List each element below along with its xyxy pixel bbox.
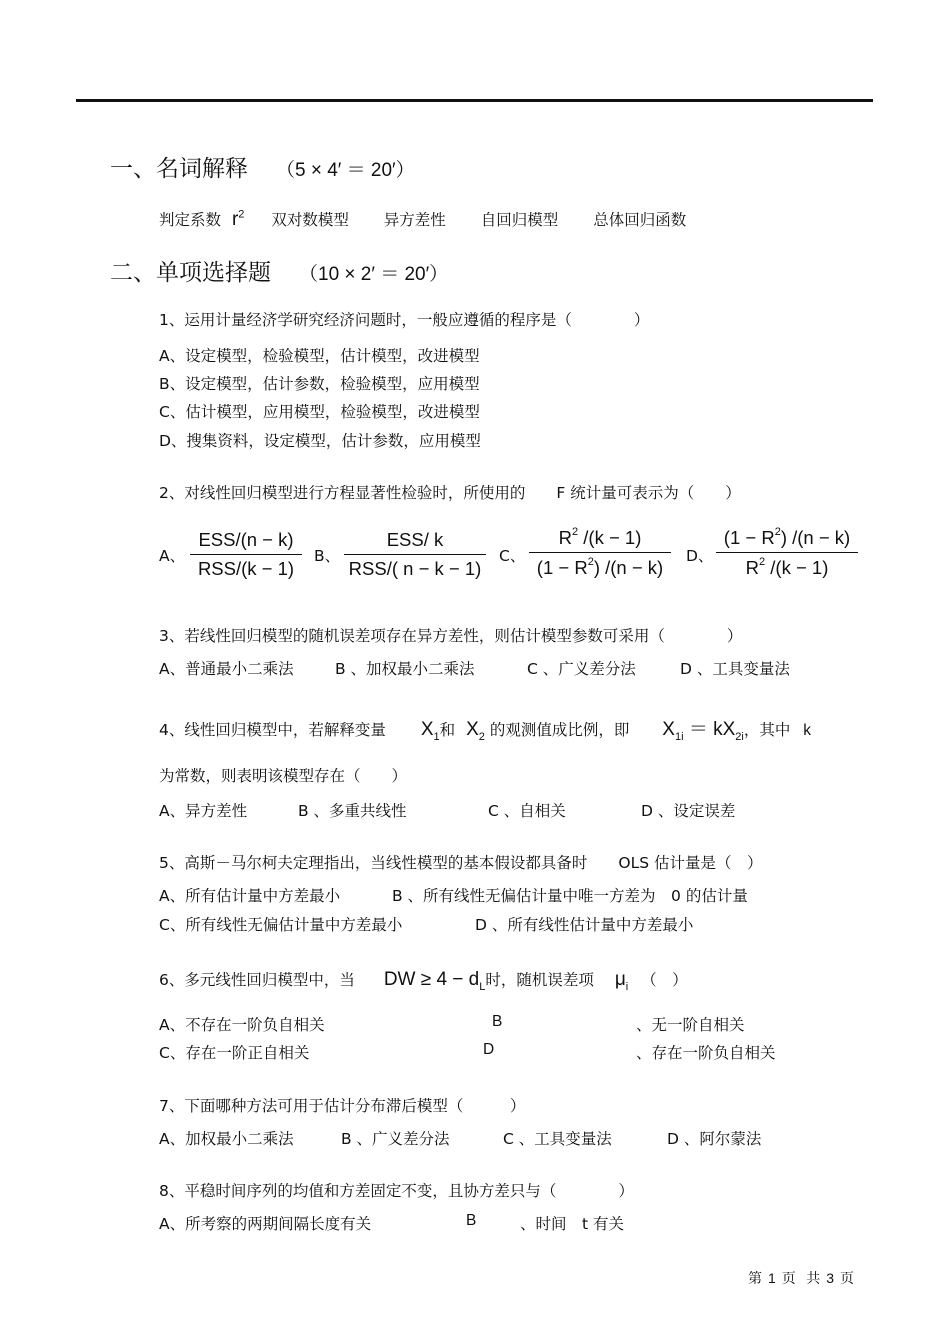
q2-d-denominator: $R^2$ /(k − 1) [745, 556, 829, 578]
term-prefix: 判定系数 [159, 211, 222, 229]
q2-fraction-a [190, 529, 302, 580]
q2-c-denominator: $(1 - R^2)$ /(n − k) [536, 556, 664, 578]
q2-fraction-c [529, 526, 671, 579]
q5-stem: 5、高斯－马尔柯夫定理指出，当线性模型的基本假设都具备时 OLS 估计量是（ ） [159, 854, 763, 872]
q4-stem: 4、线性回归模型中，若解释变量 $X_1$和 $X_2$ 的观测值成比例，即 $X_{1i} = kX_{2i}$，其中 k [159, 719, 812, 743]
q4-x1: $X_1$ [420, 719, 440, 743]
q4-equation: $X_{1i} = kX_{2i}$ [662, 719, 744, 743]
q5-option-d: D 、所有线性估计量中方差最小 [475, 916, 694, 934]
q1-stem: 1、运用计量经济学研究经济问题时，一般应遵循的程序是（ ） [159, 311, 650, 329]
term-3: 自回归模型 [480, 211, 559, 229]
q2-b-denominator: RSS/( n − k − 1) [348, 558, 482, 579]
q2-label-c: C、 [499, 547, 526, 565]
terms-line [159, 208, 686, 231]
q6-option-d: 、存在一阶负自相关 [636, 1044, 776, 1062]
q7-option-b: B 、广义差分法 [341, 1130, 450, 1148]
q2-d-numerator: $(1 - R^2)$ /(n − k) [716, 526, 858, 553]
header-rule [76, 99, 873, 102]
q2-c-numerator: $R^2$ /(k − 1) [529, 526, 671, 553]
page-number: 1 [768, 1270, 776, 1286]
term-r: $r^2$ [231, 208, 245, 230]
q6-option-b-letter: B [492, 1013, 503, 1030]
q1-option-d: D、搜集资料，设定模型，估计参数，应用模型 [159, 432, 481, 450]
term-4: 总体回归函数 [593, 211, 687, 229]
q2-b-numerator: ESS/ k [344, 529, 486, 555]
q2-label-b: B、 [314, 547, 341, 565]
q2-fraction-b [344, 529, 486, 580]
q7-option-a: A、加权最小二乘法 [159, 1130, 294, 1148]
q2-label-a: A、 [159, 547, 186, 565]
q4-stem-line2: 为常数，则表明该模型存在（ ） [159, 767, 408, 785]
q3-stem: 3、若线性回归模型的随机误差项存在异方差性，则估计模型参数可采用（ ） [159, 627, 743, 645]
q3-option-d: D 、工具变量法 [680, 660, 790, 678]
q4-option-b: B 、多重共线性 [298, 802, 407, 820]
page-footer: 第 1 页 共 3 页 [748, 1270, 855, 1287]
q5-option-a: A、所有估计量中方差最小 [159, 887, 341, 905]
q6-option-a: A、不存在一阶负自相关 [159, 1016, 325, 1034]
q8-option-b-letter: B [466, 1212, 477, 1229]
q2-a-denominator: RSS/(k − 1) [197, 558, 295, 579]
q6-option-c: C、存在一阶正自相关 [159, 1044, 310, 1062]
q3-option-b: B 、加权最小二乘法 [335, 660, 475, 678]
q6-option-b: 、无一阶自相关 [636, 1016, 745, 1034]
section-2-title: 二、单项选择题 [110, 260, 271, 286]
q3-option-c: C 、广义差分法 [527, 660, 636, 678]
q2-fraction-d [716, 526, 858, 579]
section-2-score: （10 × 2′ ＝ 20′） [299, 264, 449, 285]
q6-option-d-letter: D [483, 1041, 495, 1058]
q5-option-c: C、所有线性无偏估计量中方差最小 [159, 916, 403, 934]
q8-option-b: 、时间 t 有关 [520, 1215, 625, 1233]
q2-a-numerator: ESS/(n − k) [190, 529, 302, 555]
q7-option-c: C 、工具变量法 [503, 1130, 612, 1148]
q4-x2: $X_2$ [466, 719, 485, 743]
q3-option-a: A、普通最小二乘法 [159, 660, 294, 678]
q6-stem: 6、多元线性回归模型中，当 DW ≥ $4 - d_L$时，随机误差项 $\mu_i$ （ ） [159, 969, 688, 993]
q8-stem: 8、平稳时间序列的均值和方差固定不变，且协方差只与（ ） [159, 1182, 634, 1200]
term-2: 异方差性 [383, 211, 446, 229]
section-1-score: （5 × 4′ ＝ 20′） [276, 160, 415, 181]
q2-stem: 2、对线性回归模型进行方程显著性检验时，所使用的 F 统计量可表示为（ ） [159, 484, 741, 502]
q6-mu: $\mu_i$ [614, 969, 629, 993]
q4-option-a: A、异方差性 [159, 802, 248, 820]
q4-option-c: C 、自相关 [488, 802, 566, 820]
total-pages: 3 [826, 1270, 835, 1286]
q4-option-d: D 、设定误差 [641, 802, 736, 820]
q6-dw-condition: DW ≥ $4 - d_L$ [383, 969, 486, 993]
q1-option-c: C、估计模型，应用模型，检验模型，改进模型 [159, 403, 480, 421]
section-1-heading [110, 150, 415, 183]
q7-stem: 7、下面哪种方法可用于估计分布滞后模型（ ） [159, 1097, 526, 1115]
section-2-heading [110, 254, 448, 287]
q7-option-d: D 、阿尔蒙法 [667, 1130, 762, 1148]
term-1: 双对数模型 [271, 211, 349, 229]
q1-option-b: B、设定模型，估计参数，检验模型，应用模型 [159, 375, 480, 393]
section-1-title: 一、名词解释 [110, 156, 248, 182]
q5-option-b: B 、所有线性无偏估计量中唯一方差为 0 的估计量 [392, 887, 748, 905]
q8-option-a: A、所考察的两期间隔长度有关 [159, 1215, 372, 1233]
q1-option-a: A、设定模型，检验模型，估计模型，改进模型 [159, 347, 480, 365]
q2-label-d: D、 [686, 547, 714, 565]
